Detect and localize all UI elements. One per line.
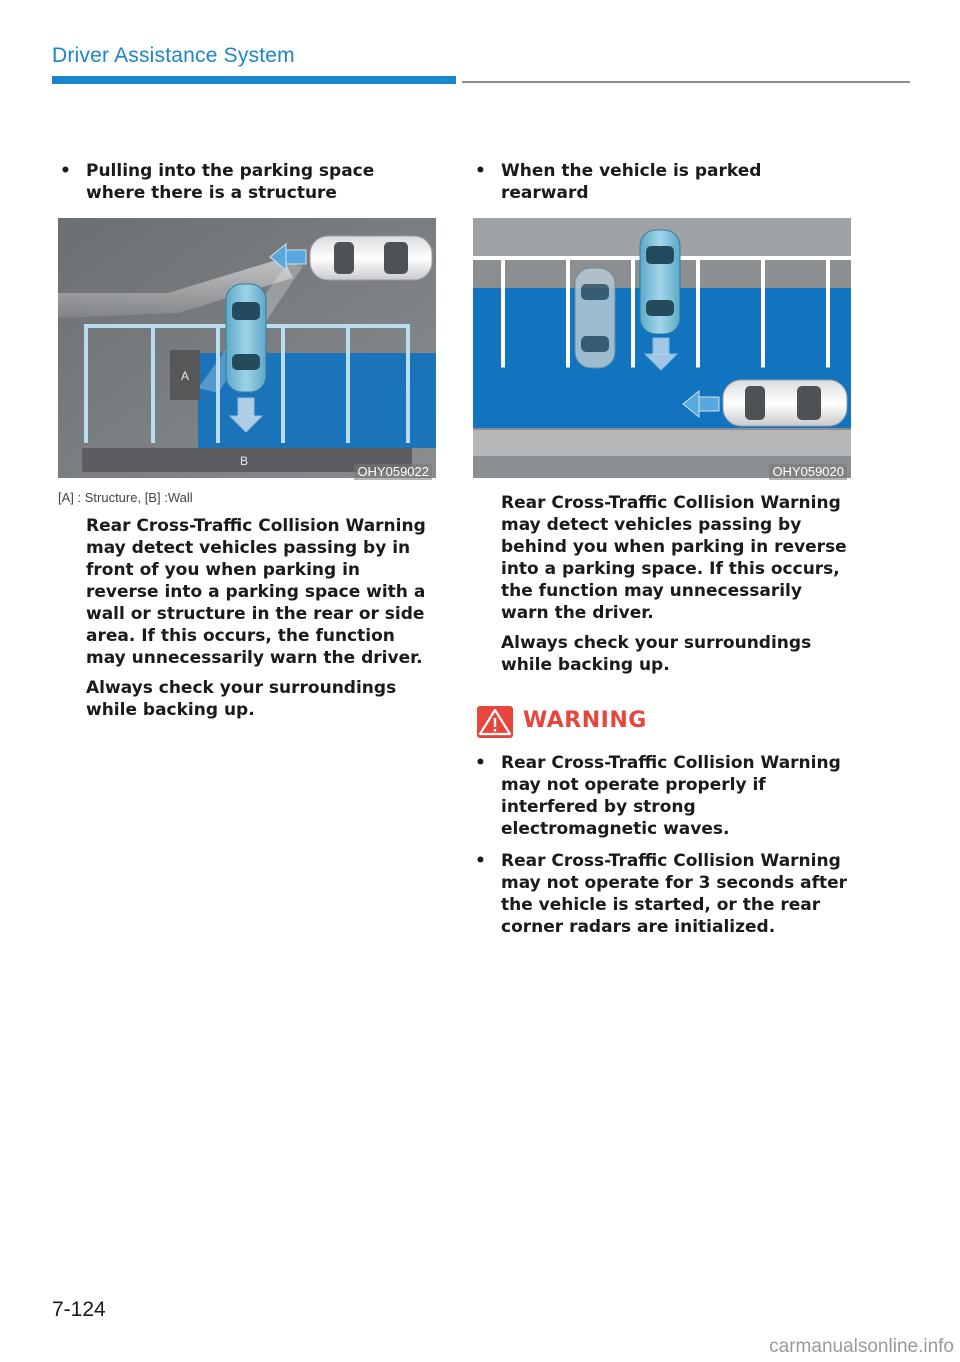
right-bullet-text: When the vehicle is parked rearward (501, 161, 762, 203)
figure-rearward-parking (473, 218, 851, 482)
watermark: carmanualsonline.info (769, 1336, 954, 1357)
right-column (473, 160, 851, 938)
right-paragraph-1: Rear Cross-Traffic Collision Warning may detect vehicles passing by behind you when parking in reverse into a parking space. If this occurs, the function may unnecessarily warn the driver. (501, 493, 847, 623)
rearward-parking-illustration (473, 218, 851, 478)
bullet-dot: • (475, 161, 486, 181)
figure-code: OHY059020 (769, 464, 847, 480)
warning-item (473, 850, 851, 938)
left-column (58, 160, 436, 721)
header-rule (462, 81, 910, 83)
parking-structure-illustration (58, 218, 436, 478)
figure-caption: [A] : Structure, [B] :Wall (58, 490, 193, 505)
right-bullet-heading (473, 160, 851, 204)
reversing-car (226, 284, 266, 392)
warning-item-text: Rear Cross-Traffic Collision Warning may not operate properly if interfered by strong electromagnetic waves. (501, 753, 841, 839)
left-bullet-text: Pulling into the parking space where there is a structure (86, 161, 375, 203)
bullet-dot: • (60, 161, 71, 181)
structure-a-label: A (181, 369, 190, 383)
left-paragraph-1: Rear Cross-Traffic Collision Warning may detect vehicles passing by in front of you when parking in reverse into a parking space with a wall or structure in the rear or side area. If this occurs, the function may unnecessarily warn the driver. (86, 516, 426, 668)
wall-b-label: B (240, 454, 249, 468)
page-number: 7-124 (52, 1298, 106, 1321)
warning-label: WARNING (523, 708, 647, 733)
left-paragraph-2: Always check your surroundings while backing up. (86, 678, 397, 720)
warning-header (473, 702, 851, 742)
reversing-car (640, 230, 680, 334)
figure-structure-parking (58, 218, 436, 482)
header-accent-bar (52, 76, 456, 84)
passing-car (723, 380, 847, 426)
passing-car (310, 236, 432, 280)
figure-code: OHY059022 (354, 464, 432, 480)
warning-triangle-icon (477, 706, 513, 738)
warning-item-text: Rear Cross-Traffic Collision Warning may not operate for 3 seconds after the vehicle is started, or the rear corner radars are initialized. (501, 851, 848, 937)
warning-item (473, 752, 851, 840)
section-title: Driver Assistance System (52, 44, 295, 67)
parked-car (575, 268, 615, 368)
bullet-dot: • (475, 851, 486, 871)
left-bullet-heading (58, 160, 436, 204)
bullet-dot: • (475, 753, 486, 773)
right-paragraph-2: Always check your surroundings while backing up. (501, 633, 812, 675)
bottom-lane (473, 430, 851, 456)
